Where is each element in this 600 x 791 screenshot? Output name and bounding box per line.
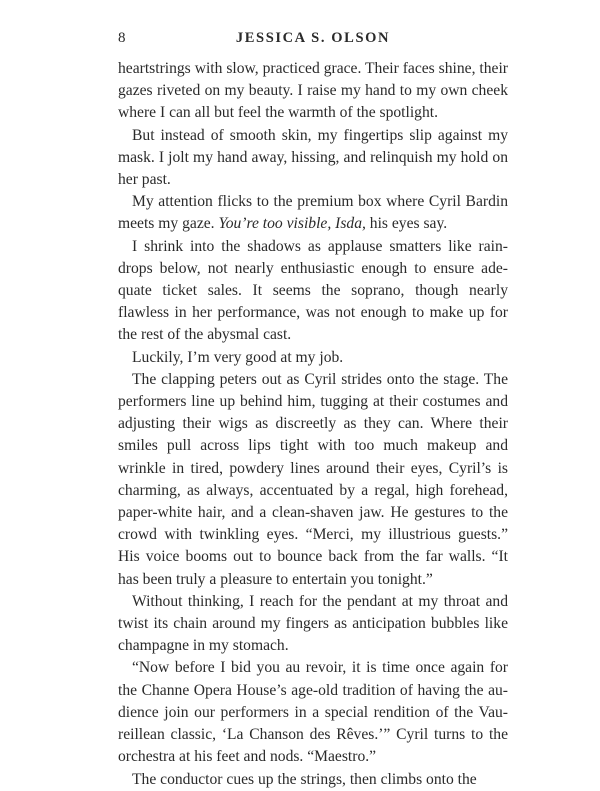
paragraph: heartstrings with slow, practiced grace. Their faces shine, their gazes riveted on my beauty. I raise my hand to my own cheek where I can all but feel the warmth of the spotlight. bbox=[118, 60, 508, 122]
paragraph: “Now before I bid you au revoir, it is time once again for the Channe Opera House’s age-old tradition of having the audience join our performers in a special rendition of the Vaureillean classic, ‘La Chanson des Rêves.’” Cyril turns to the orchestra at his feet and nods. “Maestro.” bbox=[118, 659, 508, 766]
paragraph: Without thinking, I reach for the pendant at my throat and twist its chain around my fingers as anticipation bubbles like champagne in my stomach. bbox=[118, 592, 508, 655]
paragraph bbox=[118, 191, 508, 235]
paragraph: The conductor cues up the strings, then climbs onto the bbox=[132, 770, 477, 788]
body-text bbox=[118, 58, 508, 791]
paragraph-text: his eyes say. bbox=[365, 215, 448, 233]
paragraph: I shrink into the shadows as applause smatters like raindrops below, not nearly enthusiastic enough to ensure adequate ticket sales. It seems the soprano, though nearly flawless in her performance, was not enough to make up for the rest of the abysmal cast. bbox=[118, 237, 508, 344]
running-head: JESSICA S. OLSON bbox=[235, 30, 391, 46]
page-number: 8 bbox=[118, 30, 126, 46]
paragraph-text: My attention flicks to the premium box where Cyril Bardin meets my gaze. bbox=[118, 193, 508, 233]
paragraph: The clapping peters out as Cyril strides onto the stage. The performers line up behind him, tugging at their costumes and adjusting their wigs as discreetly as they can. Where their smiles pull across lips tight with too much makeup and wrinkle in tired, powdery lines around their eyes, Cyril’s is charming, as always, accentuated by a regal, high forehead, paper-white hair, and a clean-shaven jaw. He gestures to the crowd with twinkling eyes. “Merci, my illustrious guests.” His voice booms out to bounce back from the far walls. “It has been truly a pleasure to entertain you tonight.” bbox=[118, 370, 508, 588]
paragraph: Luckily, I’m very good at my job. bbox=[132, 348, 344, 366]
italic-thought: You’re too visible, Isda, bbox=[218, 215, 366, 233]
page-header bbox=[118, 30, 508, 50]
paragraph: But instead of smooth skin, my fingertips slip against my mask. I jolt my hand away, hissing, and relinquish my hold on her past. bbox=[118, 126, 508, 189]
